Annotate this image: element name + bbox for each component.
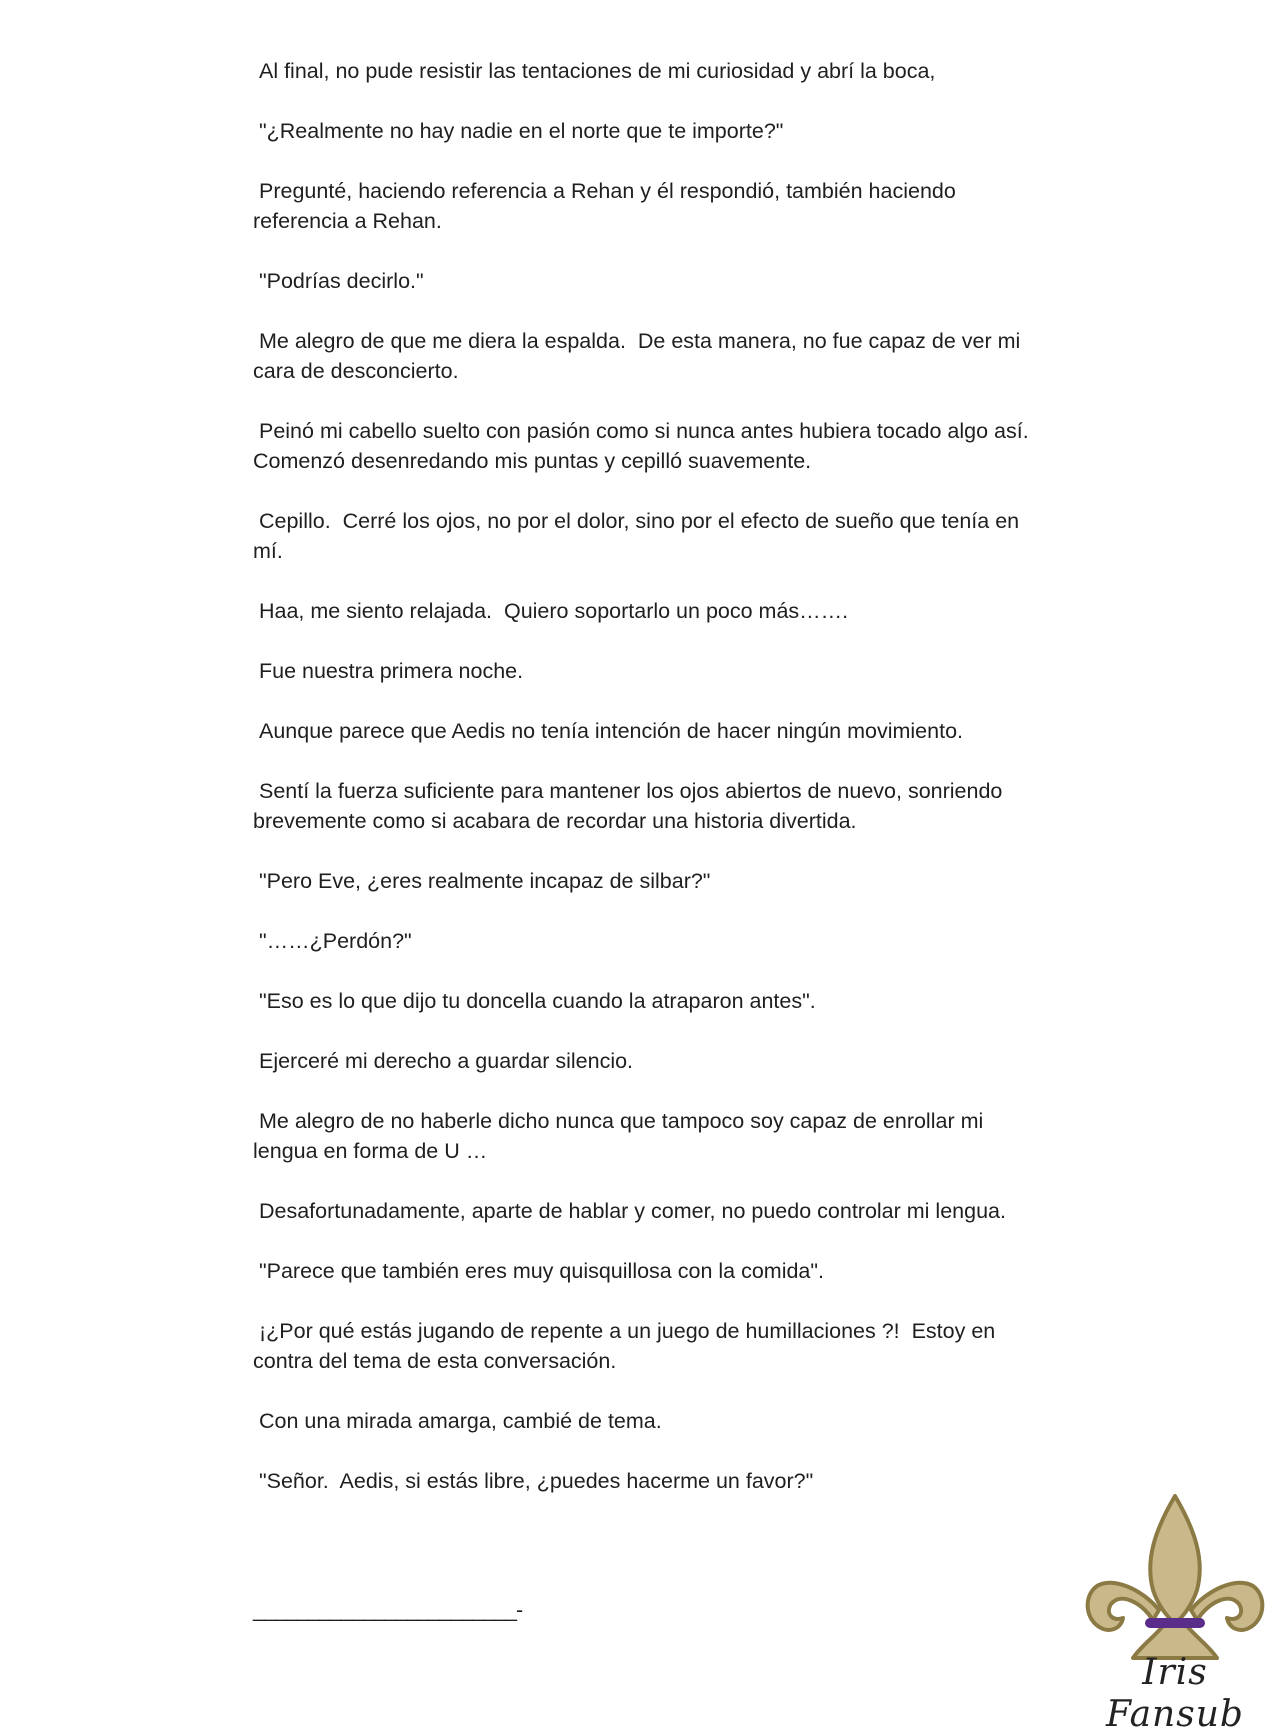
paragraph: "……¿Perdón?" — [253, 929, 412, 953]
fleur-de-lis-icon — [1083, 1490, 1267, 1665]
paragraph: Con una mirada amarga, cambié de tema. — [253, 1409, 662, 1433]
paragraph: Haa, me siento relajada. Quiero soportarlo un poco más……. — [253, 599, 849, 623]
paragraph: "¿Realmente no hay nadie en el norte que te importe?" — [253, 119, 784, 143]
paragraph: "Pero Eve, ¿eres realmente incapaz de silbar?" — [253, 869, 711, 893]
paragraph: Pregunté, haciendo referencia a Rehan y él respondió, también haciendo referencia a Rehan. — [253, 179, 962, 233]
paragraph: Me alegro de no haberle dicho nunca que tampoco soy capaz de enrollar mi lengua en forma de U … — [253, 1109, 990, 1163]
paragraph: Cepillo. Cerré los ojos, no por el dolor, sino por el efecto de sueño que tenía en mí. — [253, 509, 1026, 563]
paragraph: "Eso es lo que dijo tu doncella cuando la atraparon antes". — [253, 989, 816, 1013]
paragraph: Al final, no pude resistir las tentaciones de mi curiosidad y abrí la boca, — [253, 59, 936, 83]
paragraph: "Parece que también eres muy quisquillosa con la comida". — [253, 1259, 824, 1283]
watermark-logo — [1080, 1490, 1270, 1735]
paragraph: Peinó mi cabello suelto con pasión como si nunca antes hubiera tocado algo así. Comenzó desenredando mis puntas y cepilló suavemente. — [253, 419, 1041, 473]
paragraph: Fue nuestra primera noche. — [253, 659, 524, 683]
paragraph: Aunque parece que Aedis no tenía intención de hacer ningún movimiento. — [253, 719, 964, 743]
separator-line: ________________________- — [253, 1598, 523, 1622]
paragraph: "Señor. Aedis, si estás libre, ¿puedes hacerme un favor?" — [253, 1469, 814, 1493]
paragraph: Desafortunadamente, aparte de hablar y comer, no puedo controlar mi lengua. — [253, 1199, 1006, 1223]
paragraph: Me alegro de que me diera la espalda. De esta manera, no fue capaz de ver mi cara de desconcierto. — [253, 329, 1027, 383]
document-body — [253, 56, 1043, 1526]
logo-text: Iris Fansub — [1106, 1652, 1244, 1735]
paragraph: "Podrías decirlo." — [253, 269, 424, 293]
paragraph: ¡¿Por qué estás jugando de repente a un juego de humillaciones ?! Estoy en contra del tema de esta conversación. — [253, 1319, 1002, 1373]
paragraph: Sentí la fuerza suficiente para mantener los ojos abiertos de nuevo, sonriendo brevemente como si acabara de recordar una historia divertida. — [253, 779, 1009, 833]
paragraph: Ejerceré mi derecho a guardar silencio. — [253, 1049, 634, 1073]
